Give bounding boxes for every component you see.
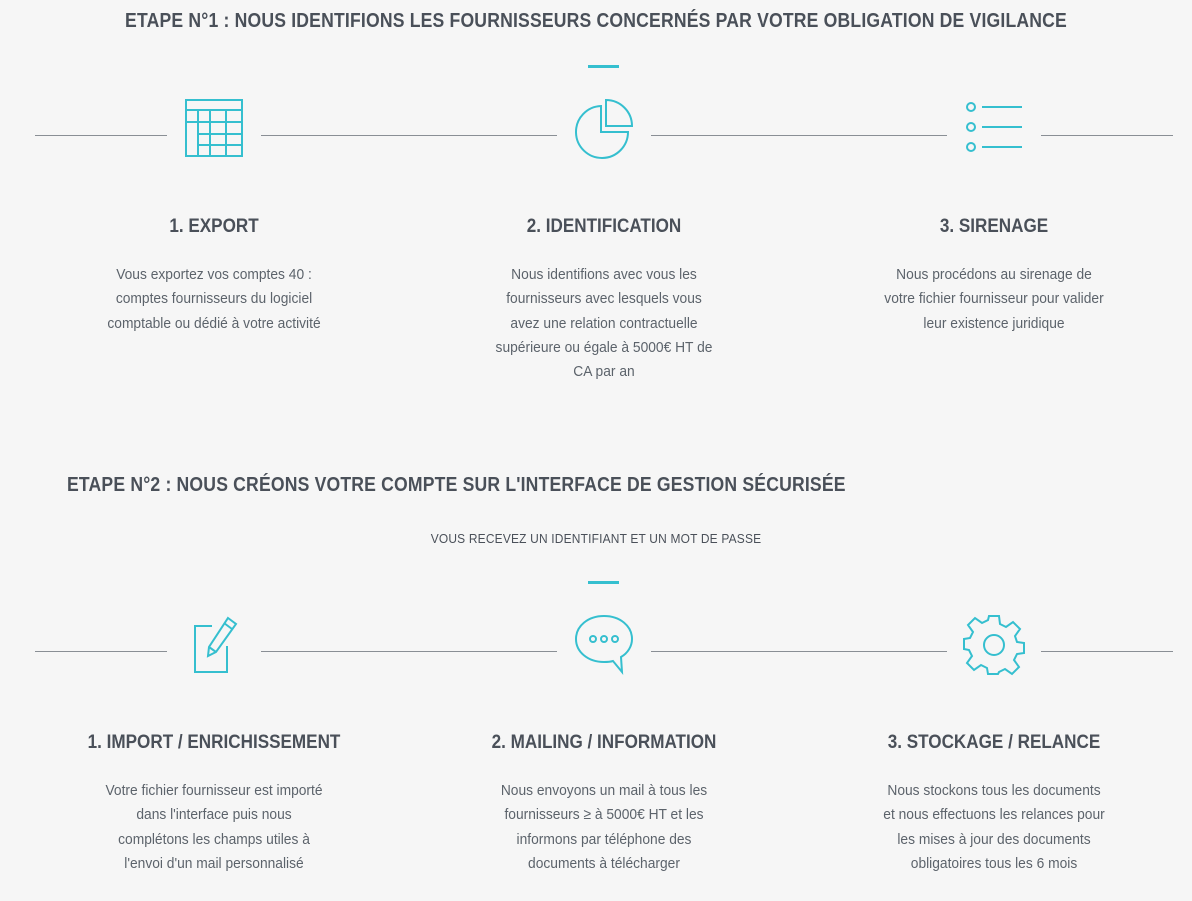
step1-col2-title: 2. IDENTIFICATION	[526, 216, 682, 237]
text-line: les mises à jour des documents	[897, 830, 1091, 848]
gear-icon	[962, 612, 1026, 676]
text-line: fournisseurs avec lesquels vous	[506, 290, 702, 308]
step1-col1-text	[99, 263, 329, 336]
chat-bubble-icon	[572, 612, 636, 676]
text-line: Vous exportez vos comptes 40 :	[116, 266, 312, 283]
step2-accent-bar	[588, 581, 619, 584]
text-line: comptes fournisseurs du logiciel	[115, 290, 313, 308]
step2-col1-title: 1. IMPORT / ENRICHISSEMENT	[87, 732, 341, 753]
step2-subtitle: VOUS RECEVEZ UN IDENTIFIANT ET UN MOT DE PASSE	[430, 531, 762, 546]
divider-line	[35, 651, 167, 652]
step2-col2-text	[489, 779, 719, 876]
text-line: avez une relation contractuelle	[510, 314, 698, 332]
step1-accent-bar	[588, 65, 619, 68]
text-line: Nous procédons au sirenage de	[896, 266, 1092, 283]
divider-line	[261, 651, 557, 652]
step2-col3-title: 3. STOCKAGE / RELANCE	[887, 732, 1101, 753]
text-line: votre fichier fournisseur pour valider	[884, 290, 1104, 308]
step1-col3-title: 3. SIRENAGE	[939, 216, 1049, 237]
text-line: Votre fichier fournisseur est importé	[105, 782, 323, 799]
step2-col3-text	[879, 779, 1109, 876]
text-line: l'envoi d'un mail personnalisé	[124, 854, 304, 872]
text-line: Nous identifions avec vous les	[511, 266, 697, 283]
step1-col1-title: 1. EXPORT	[169, 216, 259, 237]
text-line: obligatoires tous les 6 mois	[910, 854, 1078, 872]
text-line: leur existence juridique	[923, 314, 1065, 332]
text-line: CA par an	[573, 363, 635, 381]
text-line: documents à télécharger	[528, 854, 680, 872]
divider-line	[1041, 135, 1173, 136]
step2-col1-text	[99, 779, 329, 876]
text-line: comptable ou dédié à votre activité	[107, 314, 321, 332]
divider-line	[35, 135, 167, 136]
step1-col3-text	[879, 263, 1109, 336]
table-icon	[182, 96, 246, 160]
text-line: complétons les champs utiles à	[118, 830, 310, 848]
divider-line	[261, 135, 557, 136]
divider-line	[651, 135, 947, 136]
text-line: dans l'interface puis nous	[136, 806, 292, 824]
text-line: fournisseurs ≥ à 5000€ HT et les	[504, 806, 704, 824]
edit-icon	[182, 612, 246, 676]
step2-heading: ETAPE N°2 : NOUS CRÉONS VOTRE COMPTE SUR L'INTERFACE DE GESTION SÉCURISÉE	[67, 474, 846, 496]
step1-col2-text	[489, 263, 719, 384]
text-line: Nous envoyons un mail à tous les	[500, 782, 708, 799]
text-line: Nous stockons tous les documents	[887, 782, 1101, 799]
list-icon	[962, 96, 1026, 160]
step1-heading: ETAPE N°1 : NOUS IDENTIFIONS LES FOURNISSEURS CONCERNÉS PAR VOTRE OBLIGATION DE VIGILANCE	[125, 10, 1067, 32]
text-line: supérieure ou égale à 5000€ HT de	[495, 338, 713, 356]
text-line: informons par téléphone des	[516, 830, 692, 848]
divider-line	[1041, 651, 1173, 652]
step2-col2-title: 2. MAILING / INFORMATION	[491, 732, 717, 753]
divider-line	[651, 651, 947, 652]
text-line: et nous effectuons les relances pour	[883, 806, 1105, 824]
pie-chart-icon	[572, 96, 636, 160]
